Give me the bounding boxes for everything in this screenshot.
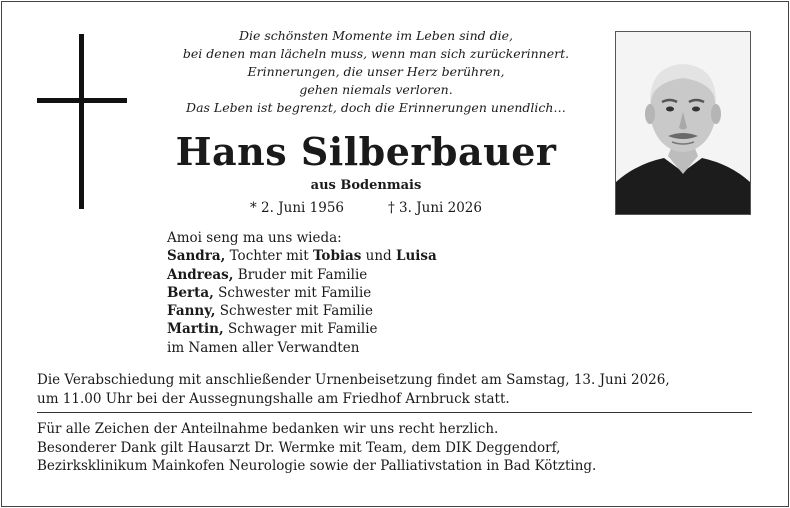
mourner-relation: Schwester mit Familie: [215, 303, 373, 320]
poem-line: Das Leben ist begrenzt, doch die Erinnerungen unendlich…: [186, 100, 566, 115]
divider: [37, 412, 752, 413]
birth-date: * 2. Juni 1956: [250, 200, 344, 216]
list-item: [167, 302, 437, 320]
mourner-name: Fanny,: [167, 303, 216, 320]
portrait-photo: [615, 31, 751, 215]
deceased-name: Hans Silberbauer: [175, 129, 557, 174]
memorial-poem: [150, 27, 602, 117]
mourner-name: Berta,: [167, 284, 214, 301]
cross-horizontal-bar: [37, 98, 127, 103]
list-item: [167, 247, 437, 265]
poem-line: bei denen man lächeln muss, wenn man sich zurückerinnert.: [182, 46, 570, 61]
mourner-name: Sandra,: [167, 248, 226, 265]
poem-line: Erinnerungen, die unser Herz berühren,: [247, 64, 505, 79]
death-date: † 3. Juni 2026: [388, 200, 482, 216]
poem-line: gehen niemals verloren.: [299, 82, 453, 97]
mourner-relation: Schwager mit Familie: [223, 321, 378, 338]
service-line: um 11.00 Uhr bei der Aussegnungshalle am Friedhof Arnbruck statt.: [37, 391, 510, 407]
mourner-name: Martin,: [167, 321, 224, 338]
thanks-line: Bezirksklinikum Mainkofen Neurologie sowie der Palliativstation in Bad Kötzting.: [37, 458, 597, 474]
thanks-line: Besonderer Dank gilt Hausarzt Dr. Wermke mit Team, dem DIK Deggendorf,: [37, 439, 561, 456]
mourner-name: Andreas,: [167, 266, 234, 283]
life-dates: [150, 199, 582, 217]
poem-line: Die schönsten Momente im Leben sind die,: [238, 28, 514, 43]
portrait-illustration: [616, 32, 750, 214]
mourners-list: [167, 229, 437, 357]
deceased-origin: aus Bodenmais: [310, 178, 422, 193]
service-line: Die Verabschiedung mit anschließender Urnenbeisetzung findet am Samstag, 13. Juni 2026,: [37, 372, 670, 388]
mourner-name: Tobias: [312, 248, 362, 265]
mourner-relation: Tochter mit: [225, 248, 313, 265]
mourner-relation: Schwester mit Familie: [213, 284, 372, 301]
thanks-line: Für alle Zeichen der Anteilnahme bedanken wir uns recht herzlich.: [37, 421, 499, 437]
mourners-closing: im Namen aller Verwandten: [167, 339, 360, 356]
service-announcement: [37, 371, 757, 409]
list-item: [167, 284, 437, 302]
cross-vertical-bar: [79, 34, 84, 209]
mourner-relation: und: [361, 248, 396, 265]
mourner-name: Luisa: [395, 248, 437, 265]
thanks-section: [37, 420, 757, 476]
list-item: [167, 266, 437, 284]
mourners-intro: Amoi seng ma uns wieda:: [167, 230, 342, 246]
mourner-relation: Bruder mit Familie: [233, 266, 368, 283]
list-item: [167, 320, 437, 338]
